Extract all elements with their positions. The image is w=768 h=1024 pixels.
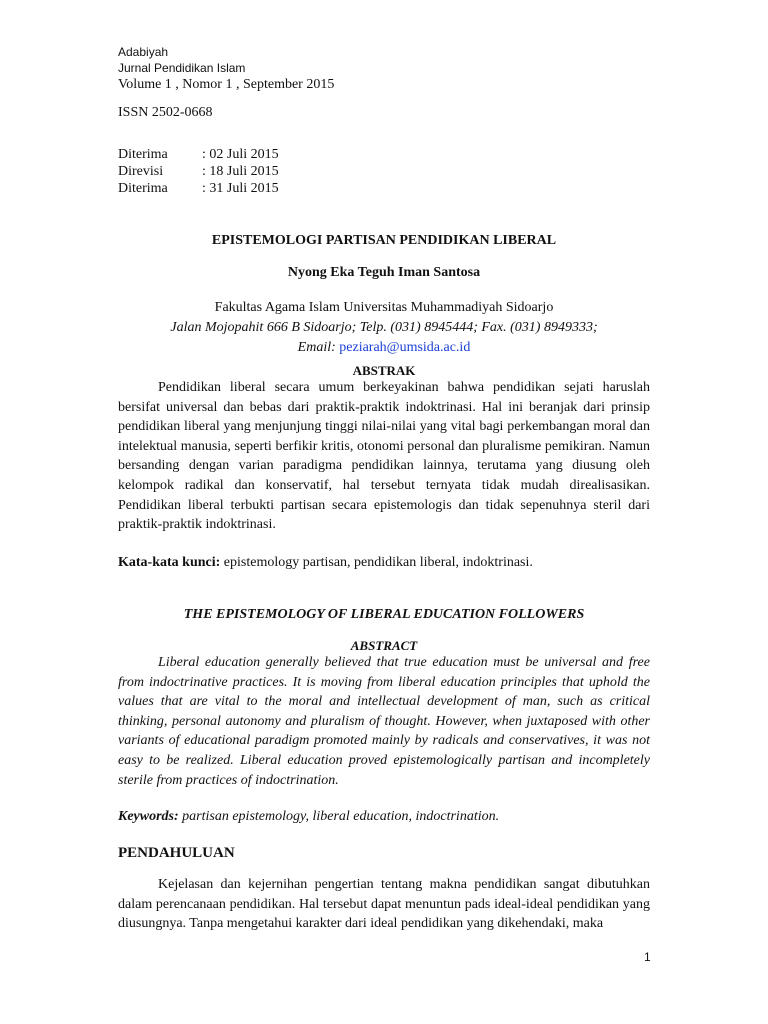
journal-name: Adabiyah [118, 45, 169, 59]
date-value: : 18 Juli 2015 [202, 164, 279, 179]
keywords-text-en: partisan epistemology, liberal education, indoctrination. [182, 809, 500, 824]
date-row-received [118, 146, 279, 163]
affiliation-institution: Fakultas Agama Islam Universitas Muhammadiyah Sidoarjo [214, 300, 554, 315]
volume-info: Volume 1 , Nomor 1 , September 2015 [118, 77, 335, 92]
date-value: : 31 Juli 2015 [202, 181, 279, 196]
email-line [118, 339, 650, 357]
date-label: Diterima [118, 147, 168, 162]
abstract-body-id: Pendidikan liberal secara umum berkeyakinan bahwa pendidikan sejati haruslah bersifat universal dan bebas dari praktik-praktik indoktrinasi. Hal ini beranjak dari prinsip pendidikan liberal yang menjunjung tinggi nilai-nilai yang vital bagi perkembangan moral dan intelektual manusia, seperti berfikir kritis, otonomi personal dan pluralisme pemikiran. Namun bersanding dengan varian paradigma pendidikan lainnya, terutama yang diusung oleh kelompok radikal dan konservatif, hal tersebut ternyata tidak mudah direalisasikan. Pendidikan liberal terbukti partisan secara epistemologis dan tidak sepenuhnya steril dari praktik-praktik indoktrinasi. [118, 380, 650, 533]
abstract-body-en: Liberal education generally believed that true education must be universal and free from indoctrinative practices. It is moving from liberal education principles that uphold the values that are vital to the moral and intellectual development of man, such as critical thinking, personal autonomy and pluralism of thought. However, when juxtaposed with other variants of educational paradigm promoted mainly by radicals and conservatives, it was not easy to be realized. Liberal education proved epistemologically partisan and incompletely sterile from practices of indoctrination. [118, 655, 650, 788]
date-row-accepted [118, 180, 279, 197]
date-label: Direvisi [118, 164, 164, 179]
email-link[interactable]: peziarah@umsida.ac.id [339, 340, 471, 355]
paper-title: EPISTEMOLOGI PARTISAN PENDIDIKAN LIBERAL [211, 233, 557, 248]
keywords-text-id: epistemology partisan, pendidikan liberal, indoktrinasi. [223, 555, 533, 570]
journal-subtitle: Jurnal Pendidikan Islam [118, 61, 246, 75]
date-row-revised [118, 163, 279, 180]
section-body: Kejelasan dan kejernihan pengertian tentang makna pendidikan sangat dibutuhkan dalam perencanaan pendidikan. Hal tersebut dapat menuntun pads ideal-ideal pendidikan yang diusungnya. Tanpa mengetahui karakter dari ideal pendidikan yang dikehendaki, maka [118, 877, 650, 932]
author-name: Nyong Eka Teguh Iman Santosa [287, 265, 481, 280]
submission-dates [118, 146, 279, 197]
abstract-heading-en: ABSTRACT [350, 638, 418, 653]
keywords-label-id: Kata-kata kunci: [118, 555, 221, 570]
affiliation-address: Jalan Mojopahit 666 B Sidoarjo; Telp. (031) 8945444; Fax. (031) 8949333; [170, 320, 598, 335]
keywords-id [118, 554, 533, 572]
issn: ISSN 2502-0668 [118, 105, 213, 120]
date-value: : 02 Juli 2015 [202, 147, 279, 162]
keywords-en [118, 808, 499, 826]
section-heading: PENDAHULUAN [118, 845, 235, 861]
english-title: THE EPISTEMOLOGY OF LIBERAL EDUCATION FOLLOWERS [183, 607, 585, 622]
page-number: 1 [644, 950, 651, 964]
abstract-heading-id: ABSTRAK [352, 363, 416, 378]
date-label: Diterima [118, 181, 168, 196]
email-label: Email: [297, 340, 336, 355]
keywords-label-en: Keywords: [118, 809, 179, 824]
